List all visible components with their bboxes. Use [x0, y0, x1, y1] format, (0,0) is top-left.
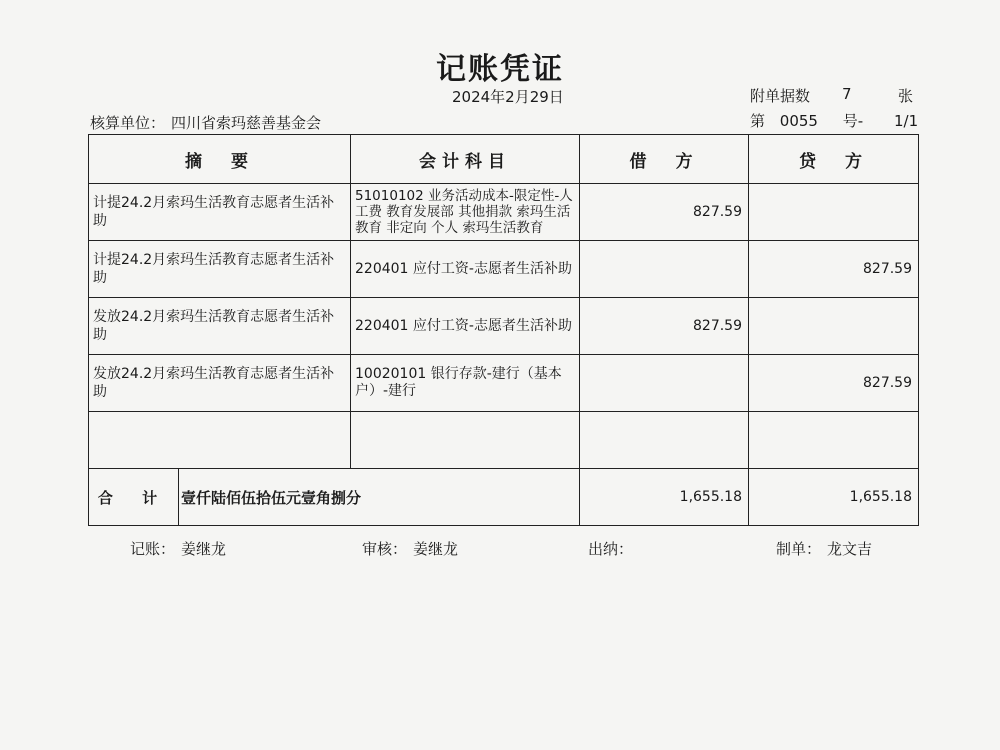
table-row-empty — [89, 412, 919, 469]
voucher-table — [88, 134, 919, 526]
preparer — [776, 538, 872, 559]
voucher-page: 1/1 — [893, 112, 919, 130]
accounting-unit — [90, 112, 321, 133]
row-summary: 计提24.2月索玛生活教育志愿者生活补助 — [89, 241, 351, 298]
table-header-row — [89, 135, 919, 184]
reviewer-name: 姜继龙 — [413, 540, 459, 558]
accounting-unit-name: 四川省索玛慈善基金会 — [171, 114, 322, 132]
voucher-number-prefix: 第 — [750, 112, 766, 130]
row-account: 10020101 银行存款-建行（基本户）-建行 — [351, 355, 580, 412]
reviewer — [362, 538, 458, 559]
header-debit: 借 方 — [580, 135, 749, 184]
row-debit: 827.59 — [580, 298, 749, 355]
total-row — [89, 469, 919, 526]
attachment-label: 附单据数 — [750, 87, 811, 105]
row-summary — [89, 412, 351, 469]
row-account: 51010102 业务活动成本-限定性-人工费 教育发展部 其他捐款 索玛生活教育 非定向 个人 索玛生活教育 — [351, 184, 580, 241]
attachment-number: 7 — [842, 85, 852, 103]
voucher-number — [750, 110, 918, 131]
total-label: 合 计 — [89, 469, 179, 526]
table-row — [89, 241, 919, 298]
bookkeeper-name: 姜继龙 — [181, 540, 227, 558]
row-summary: 发放24.2月索玛生活教育志愿者生活补助 — [89, 355, 351, 412]
voucher-title: 记账凭证 — [436, 52, 564, 87]
header-account: 会计科目 — [351, 135, 580, 184]
row-credit — [749, 184, 919, 241]
total-debit: 1,655.18 — [580, 469, 749, 526]
preparer-name: 龙文吉 — [827, 540, 873, 558]
row-debit: 827.59 — [580, 184, 749, 241]
preparer-label: 制单： — [776, 540, 822, 558]
attachment-count — [750, 85, 914, 106]
row-debit — [580, 355, 749, 412]
header-credit: 贷 方 — [749, 135, 919, 184]
table-row — [89, 355, 919, 412]
row-account — [351, 412, 580, 469]
total-in-words: 壹仟陆佰伍拾伍元壹角捌分 — [179, 469, 580, 526]
row-credit — [749, 412, 919, 469]
voucher-date: 2024年2月29日 — [452, 88, 564, 106]
bookkeeper — [130, 538, 226, 559]
cashier — [588, 538, 639, 559]
accounting-unit-label: 核算单位： — [90, 114, 166, 132]
table-row — [89, 298, 919, 355]
total-credit: 1,655.18 — [749, 469, 919, 526]
table-row — [89, 184, 919, 241]
cashier-label: 出纳： — [588, 540, 634, 558]
reviewer-label: 审核： — [362, 540, 408, 558]
row-debit — [580, 412, 749, 469]
row-account: 220401 应付工资-志愿者生活补助 — [351, 241, 580, 298]
attachment-unit: 张 — [898, 87, 914, 105]
row-summary: 发放24.2月索玛生活教育志愿者生活补助 — [89, 298, 351, 355]
row-debit — [580, 241, 749, 298]
voucher-number-suffix: 号- — [842, 112, 864, 130]
row-credit — [749, 298, 919, 355]
bookkeeper-label: 记账： — [130, 540, 176, 558]
row-credit: 827.59 — [749, 241, 919, 298]
voucher-number-value: 0055 — [779, 112, 818, 130]
row-credit: 827.59 — [749, 355, 919, 412]
header-summary: 摘 要 — [89, 135, 351, 184]
row-summary: 计提24.2月索玛生活教育志愿者生活补助 — [89, 184, 351, 241]
row-account: 220401 应付工资-志愿者生活补助 — [351, 298, 580, 355]
